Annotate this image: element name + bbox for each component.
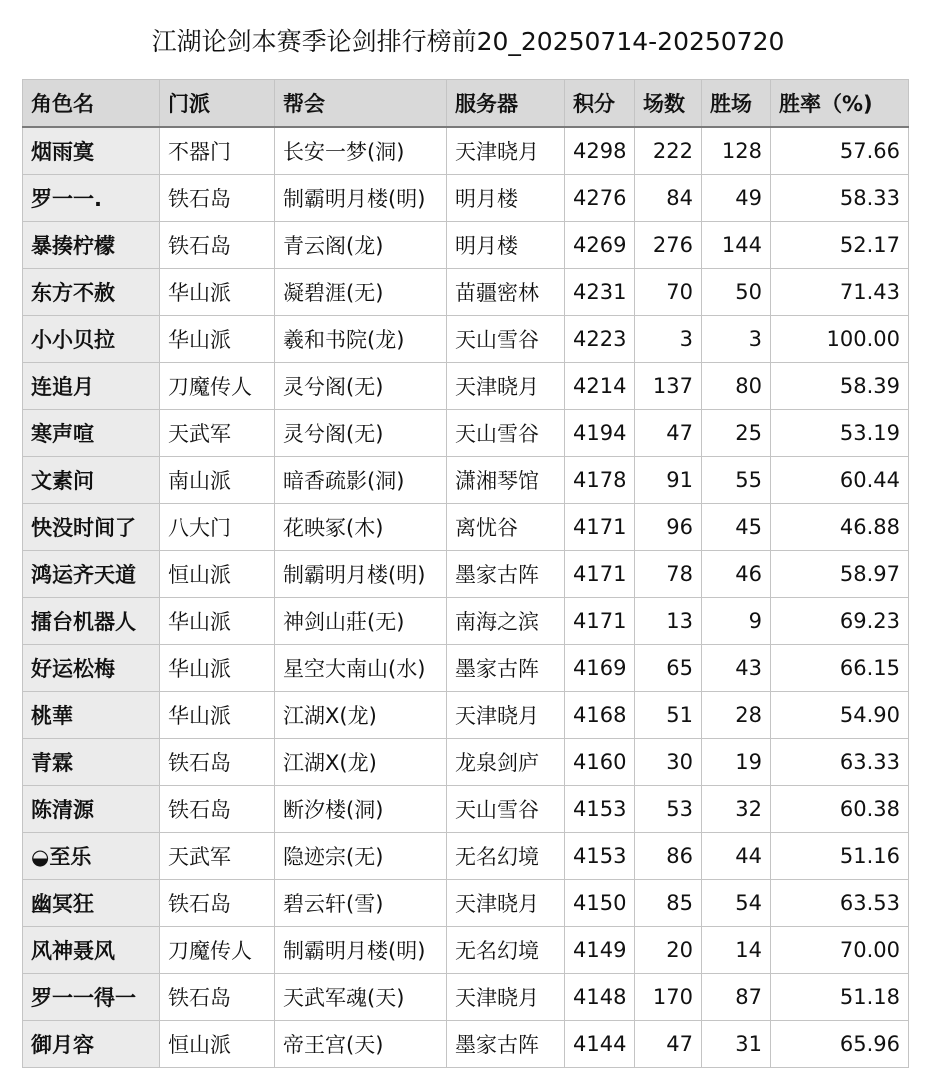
cell-winrate: 60.38 — [771, 786, 909, 833]
cell-guild: 帝王宫(天) — [275, 1021, 447, 1068]
cell-server: 墨家古阵 — [447, 1021, 565, 1068]
cell-sect: 华山派 — [160, 645, 275, 692]
cell-wins: 3 — [702, 316, 771, 363]
table-row — [23, 974, 909, 1021]
cell-guild: 制霸明月楼(明) — [275, 927, 447, 974]
cell-server: 南海之滨 — [447, 598, 565, 645]
column-header-score: 积分 — [565, 80, 635, 128]
cell-score: 4148 — [565, 974, 635, 1021]
cell-sect: 八大门 — [160, 504, 275, 551]
cell-score: 4276 — [565, 175, 635, 222]
cell-matches: 47 — [635, 1021, 702, 1068]
cell-name: 御月容 — [23, 1021, 160, 1068]
table-row — [23, 175, 909, 222]
table-row — [23, 598, 909, 645]
cell-server: 天津晓月 — [447, 880, 565, 927]
cell-score: 4223 — [565, 316, 635, 363]
table-row — [23, 222, 909, 269]
table-row — [23, 127, 909, 175]
cell-wins: 54 — [702, 880, 771, 927]
cell-guild: 隐迹宗(无) — [275, 833, 447, 880]
cell-sect: 恒山派 — [160, 1021, 275, 1068]
cell-winrate: 57.66 — [771, 127, 909, 175]
cell-name: 罗一一得一 — [23, 974, 160, 1021]
table-row — [23, 739, 909, 786]
cell-sect: 华山派 — [160, 598, 275, 645]
cell-sect: 铁石岛 — [160, 786, 275, 833]
cell-winrate: 100.00 — [771, 316, 909, 363]
table-row — [23, 551, 909, 598]
column-header-guild: 帮会 — [275, 80, 447, 128]
table-row — [23, 692, 909, 739]
table-row — [23, 927, 909, 974]
cell-guild: 天武军魂(天) — [275, 974, 447, 1021]
cell-matches: 96 — [635, 504, 702, 551]
cell-winrate: 58.33 — [771, 175, 909, 222]
cell-winrate: 54.90 — [771, 692, 909, 739]
cell-winrate: 46.88 — [771, 504, 909, 551]
cell-score: 4298 — [565, 127, 635, 175]
cell-server: 天山雪谷 — [447, 316, 565, 363]
cell-name: 桃華 — [23, 692, 160, 739]
cell-server: 龙泉剑庐 — [447, 739, 565, 786]
column-header-matches: 场数 — [635, 80, 702, 128]
cell-matches: 91 — [635, 457, 702, 504]
cell-wins: 31 — [702, 1021, 771, 1068]
cell-winrate: 58.39 — [771, 363, 909, 410]
cell-guild: 断汐楼(洞) — [275, 786, 447, 833]
cell-matches: 13 — [635, 598, 702, 645]
cell-guild: 凝碧涯(无) — [275, 269, 447, 316]
cell-sect: 华山派 — [160, 269, 275, 316]
cell-winrate: 51.16 — [771, 833, 909, 880]
cell-name: 陈清源 — [23, 786, 160, 833]
cell-winrate: 60.44 — [771, 457, 909, 504]
cell-sect: 铁石岛 — [160, 222, 275, 269]
cell-server: 天津晓月 — [447, 363, 565, 410]
column-header-winrate: 胜率（%) — [771, 80, 909, 128]
cell-score: 4231 — [565, 269, 635, 316]
cell-server: 墨家古阵 — [447, 551, 565, 598]
cell-matches: 51 — [635, 692, 702, 739]
cell-score: 4144 — [565, 1021, 635, 1068]
cell-sect: 铁石岛 — [160, 739, 275, 786]
cell-sect: 刀魔传人 — [160, 927, 275, 974]
cell-name: 小小贝拉 — [23, 316, 160, 363]
cell-sect: 铁石岛 — [160, 880, 275, 927]
cell-server: 无名幻境 — [447, 927, 565, 974]
cell-matches: 276 — [635, 222, 702, 269]
cell-guild: 神剑山莊(无) — [275, 598, 447, 645]
cell-wins: 50 — [702, 269, 771, 316]
cell-name: 青霖 — [23, 739, 160, 786]
cell-score: 4149 — [565, 927, 635, 974]
cell-server: 墨家古阵 — [447, 645, 565, 692]
cell-sect: 天武军 — [160, 410, 275, 457]
column-header-name: 角色名 — [23, 80, 160, 128]
cell-winrate: 70.00 — [771, 927, 909, 974]
cell-score: 4214 — [565, 363, 635, 410]
cell-score: 4153 — [565, 786, 635, 833]
table-row — [23, 269, 909, 316]
cell-name: 鸿运齐天道 — [23, 551, 160, 598]
cell-name: 连追月 — [23, 363, 160, 410]
cell-matches: 53 — [635, 786, 702, 833]
table-row — [23, 833, 909, 880]
cell-guild: 制霸明月楼(明) — [275, 175, 447, 222]
cell-matches: 222 — [635, 127, 702, 175]
cell-name: 暴揍柠檬 — [23, 222, 160, 269]
cell-sect: 恒山派 — [160, 551, 275, 598]
cell-guild: 制霸明月楼(明) — [275, 551, 447, 598]
cell-matches: 3 — [635, 316, 702, 363]
cell-matches: 70 — [635, 269, 702, 316]
cell-name: 快没时间了 — [23, 504, 160, 551]
cell-guild: 江湖X(龙) — [275, 692, 447, 739]
cell-guild: 江湖X(龙) — [275, 739, 447, 786]
cell-name: 烟雨寞 — [23, 127, 160, 175]
table-row — [23, 363, 909, 410]
cell-server: 潇湘琴馆 — [447, 457, 565, 504]
cell-server: 苗疆密林 — [447, 269, 565, 316]
cell-server: 无名幻境 — [447, 833, 565, 880]
cell-winrate: 52.17 — [771, 222, 909, 269]
column-header-sect: 门派 — [160, 80, 275, 128]
table-row — [23, 880, 909, 927]
cell-guild: 羲和书院(龙) — [275, 316, 447, 363]
cell-wins: 49 — [702, 175, 771, 222]
cell-score: 4171 — [565, 551, 635, 598]
cell-score: 4171 — [565, 504, 635, 551]
cell-matches: 137 — [635, 363, 702, 410]
cell-guild: 碧云轩(雪) — [275, 880, 447, 927]
cell-wins: 46 — [702, 551, 771, 598]
cell-matches: 84 — [635, 175, 702, 222]
cell-name: 东方不赦 — [23, 269, 160, 316]
cell-wins: 14 — [702, 927, 771, 974]
cell-guild: 青云阁(龙) — [275, 222, 447, 269]
cell-matches: 85 — [635, 880, 702, 927]
cell-name: 风神聂风 — [23, 927, 160, 974]
cell-score: 4160 — [565, 739, 635, 786]
table-header-row — [23, 80, 909, 128]
cell-score: 4194 — [565, 410, 635, 457]
cell-wins: 55 — [702, 457, 771, 504]
cell-sect: 天武军 — [160, 833, 275, 880]
table-row — [23, 504, 909, 551]
cell-server: 天山雪谷 — [447, 410, 565, 457]
cell-guild: 花映冢(木) — [275, 504, 447, 551]
cell-wins: 45 — [702, 504, 771, 551]
cell-name: 文素问 — [23, 457, 160, 504]
cell-wins: 80 — [702, 363, 771, 410]
cell-guild: 暗香疏影(洞) — [275, 457, 447, 504]
cell-name: ◒至乐 — [23, 833, 160, 880]
cell-matches: 20 — [635, 927, 702, 974]
cell-server: 天津晓月 — [447, 692, 565, 739]
cell-sect: 华山派 — [160, 316, 275, 363]
cell-server: 天津晓月 — [447, 127, 565, 175]
table-row — [23, 786, 909, 833]
cell-server: 明月楼 — [447, 175, 565, 222]
page-title: 江湖论剑本赛季论剑排行榜前20_20250714-20250720 — [151, 27, 785, 56]
cell-wins: 144 — [702, 222, 771, 269]
cell-winrate: 63.53 — [771, 880, 909, 927]
cell-wins: 28 — [702, 692, 771, 739]
table-row — [23, 645, 909, 692]
table-row — [23, 316, 909, 363]
cell-winrate: 63.33 — [771, 739, 909, 786]
cell-guild: 星空大南山(水) — [275, 645, 447, 692]
cell-guild: 长安一梦(洞) — [275, 127, 447, 175]
cell-name: 擂台机器人 — [23, 598, 160, 645]
cell-winrate: 51.18 — [771, 974, 909, 1021]
cell-wins: 87 — [702, 974, 771, 1021]
cell-wins: 9 — [702, 598, 771, 645]
cell-winrate: 65.96 — [771, 1021, 909, 1068]
cell-sect: 南山派 — [160, 457, 275, 504]
cell-sect: 铁石岛 — [160, 175, 275, 222]
cell-matches: 30 — [635, 739, 702, 786]
cell-winrate: 66.15 — [771, 645, 909, 692]
cell-matches: 170 — [635, 974, 702, 1021]
cell-matches: 86 — [635, 833, 702, 880]
cell-server: 天津晓月 — [447, 974, 565, 1021]
cell-winrate: 58.97 — [771, 551, 909, 598]
cell-matches: 47 — [635, 410, 702, 457]
cell-wins: 25 — [702, 410, 771, 457]
cell-wins: 19 — [702, 739, 771, 786]
cell-server: 天山雪谷 — [447, 786, 565, 833]
cell-score: 4169 — [565, 645, 635, 692]
cell-sect: 华山派 — [160, 692, 275, 739]
cell-name: 好运松梅 — [23, 645, 160, 692]
cell-winrate: 69.23 — [771, 598, 909, 645]
table-row — [23, 457, 909, 504]
cell-guild: 灵兮阁(无) — [275, 410, 447, 457]
cell-name: 幽冥狂 — [23, 880, 160, 927]
column-header-wins: 胜场 — [702, 80, 771, 128]
cell-score: 4150 — [565, 880, 635, 927]
cell-score: 4168 — [565, 692, 635, 739]
cell-server: 明月楼 — [447, 222, 565, 269]
cell-sect: 不器门 — [160, 127, 275, 175]
cell-matches: 78 — [635, 551, 702, 598]
cell-sect: 刀魔传人 — [160, 363, 275, 410]
cell-wins: 44 — [702, 833, 771, 880]
cell-wins: 128 — [702, 127, 771, 175]
cell-sect: 铁石岛 — [160, 974, 275, 1021]
cell-guild: 灵兮阁(无) — [275, 363, 447, 410]
cell-matches: 65 — [635, 645, 702, 692]
cell-score: 4153 — [565, 833, 635, 880]
cell-score: 4171 — [565, 598, 635, 645]
cell-wins: 32 — [702, 786, 771, 833]
cell-score: 4269 — [565, 222, 635, 269]
cell-winrate: 53.19 — [771, 410, 909, 457]
table-row — [23, 1021, 909, 1068]
column-header-server: 服务器 — [447, 80, 565, 128]
ranking-table — [22, 79, 909, 1068]
cell-server: 离忧谷 — [447, 504, 565, 551]
table-row — [23, 410, 909, 457]
cell-score: 4178 — [565, 457, 635, 504]
cell-name: 寒声喧 — [23, 410, 160, 457]
cell-wins: 43 — [702, 645, 771, 692]
cell-winrate: 71.43 — [771, 269, 909, 316]
cell-name: 罗一一. — [23, 175, 160, 222]
